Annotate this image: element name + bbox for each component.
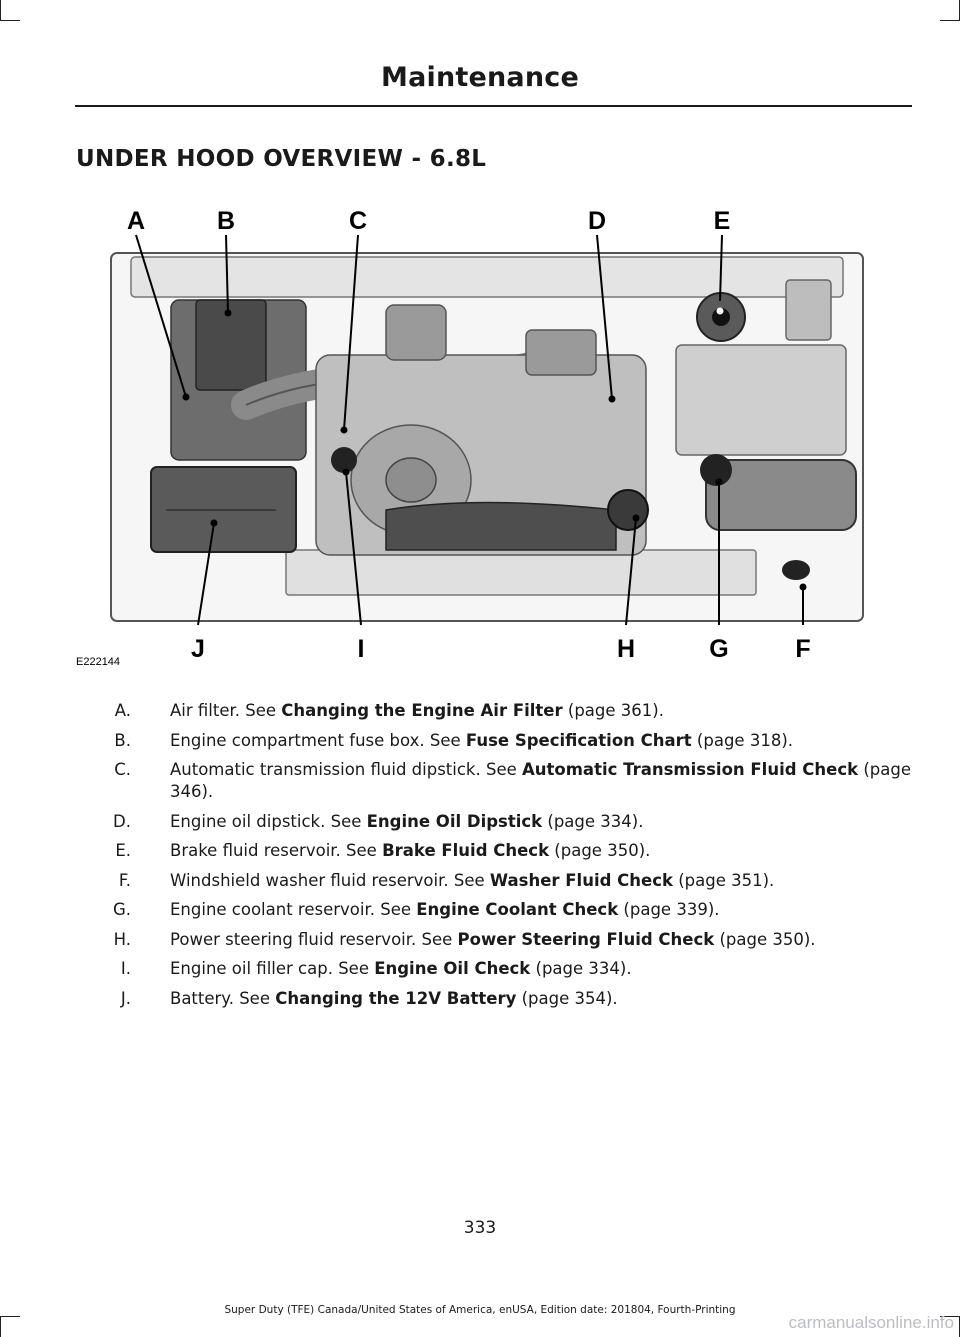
item-letter: E. <box>115 841 131 860</box>
engine-bay-drawing <box>76 205 912 670</box>
footer-edition-note: Super Duty (TFE) Canada/United States of America, enUSA, Edition date: 201804, Fourth-Printing <box>224 1304 736 1316</box>
item-text: Power steering fluid reservoir. See Power Steering Fluid Check (page 350). <box>170 929 816 949</box>
callout-label: G <box>709 635 729 663</box>
item-letter: D. <box>113 811 131 831</box>
item-text: Air filter. See Changing the Engine Air Filter (page 361). <box>170 701 664 720</box>
item-text: Brake fluid reservoir. See Brake Fluid Check (page 350). <box>170 841 651 860</box>
crop-mark <box>0 1316 20 1317</box>
callout-label: E <box>713 207 731 235</box>
cross-reference: Brake Fluid Check <box>382 841 550 860</box>
page-header-title: Maintenance <box>381 62 579 93</box>
list-item <box>76 929 912 951</box>
cross-reference: Changing the 12V Battery <box>275 988 517 1008</box>
cross-reference: Engine Oil Dipstick <box>366 811 543 831</box>
crop-mark <box>940 20 960 21</box>
item-text: Engine oil dipstick. See Engine Oil Dipstick (page 334). <box>170 811 644 831</box>
crop-mark <box>0 1317 1 1337</box>
item-letter: J. <box>120 988 131 1008</box>
callout-label: D <box>587 207 607 235</box>
cross-reference: Changing the Engine Air Filter <box>281 701 563 720</box>
list-item <box>76 811 912 833</box>
list-item <box>76 730 912 752</box>
item-letter: A. <box>114 701 131 720</box>
cross-reference: Power Steering Fluid Check <box>457 929 715 949</box>
item-text: Battery. See Changing the 12V Battery (page 354). <box>170 988 618 1008</box>
callout-label: C <box>348 207 368 235</box>
callout-label: A <box>126 207 146 235</box>
list-item <box>76 988 912 1010</box>
callout-legend-list <box>76 700 912 1017</box>
watermark: carmanualsonline.info <box>788 1313 954 1332</box>
page-number: 333 <box>463 1218 497 1238</box>
header-divider <box>75 105 912 107</box>
item-text: Engine coolant reservoir. See Engine Coolant Check (page 339). <box>170 900 720 919</box>
item-letter: C. <box>114 760 131 779</box>
item-text: Engine oil filler cap. See Engine Oil Check (page 334). <box>170 959 632 978</box>
callout-label: B <box>216 207 236 235</box>
cross-reference: Washer Fluid Check <box>489 870 673 890</box>
list-item <box>76 840 912 862</box>
list-item <box>76 958 912 980</box>
list-item <box>76 759 912 803</box>
crop-mark <box>0 0 1 20</box>
item-letter: H. <box>113 929 131 949</box>
cross-reference: Automatic Transmission Fluid Check <box>522 760 859 779</box>
item-text: Automatic transmission fluid dipstick. See Automatic Transmission Fluid Check (page 346). <box>170 760 911 801</box>
list-item <box>76 899 912 921</box>
callout-label: H <box>616 635 636 663</box>
callout-label: I <box>357 635 365 663</box>
item-text: Engine compartment fuse box. See Fuse Specification Chart (page 318). <box>170 730 793 750</box>
list-item <box>76 700 912 722</box>
cross-reference: Engine Oil Check <box>374 959 531 978</box>
item-letter: I. <box>120 959 131 978</box>
image-code: E222144 <box>76 656 121 668</box>
callout-label: F <box>795 635 811 663</box>
crop-mark <box>0 20 20 21</box>
cross-reference: Engine Coolant Check <box>416 900 619 919</box>
item-letter: G. <box>112 900 131 919</box>
section-title: UNDER HOOD OVERVIEW - 6.8L <box>76 146 487 172</box>
item-letter: B. <box>114 730 131 750</box>
item-text: Windshield washer fluid reservoir. See Washer Fluid Check (page 351). <box>170 870 775 890</box>
list-item <box>76 870 912 892</box>
engine-bay-illustration <box>76 205 912 670</box>
item-letter: F. <box>118 870 131 890</box>
cross-reference: Fuse Specification Chart <box>465 730 692 750</box>
callout-label: J <box>191 635 205 663</box>
